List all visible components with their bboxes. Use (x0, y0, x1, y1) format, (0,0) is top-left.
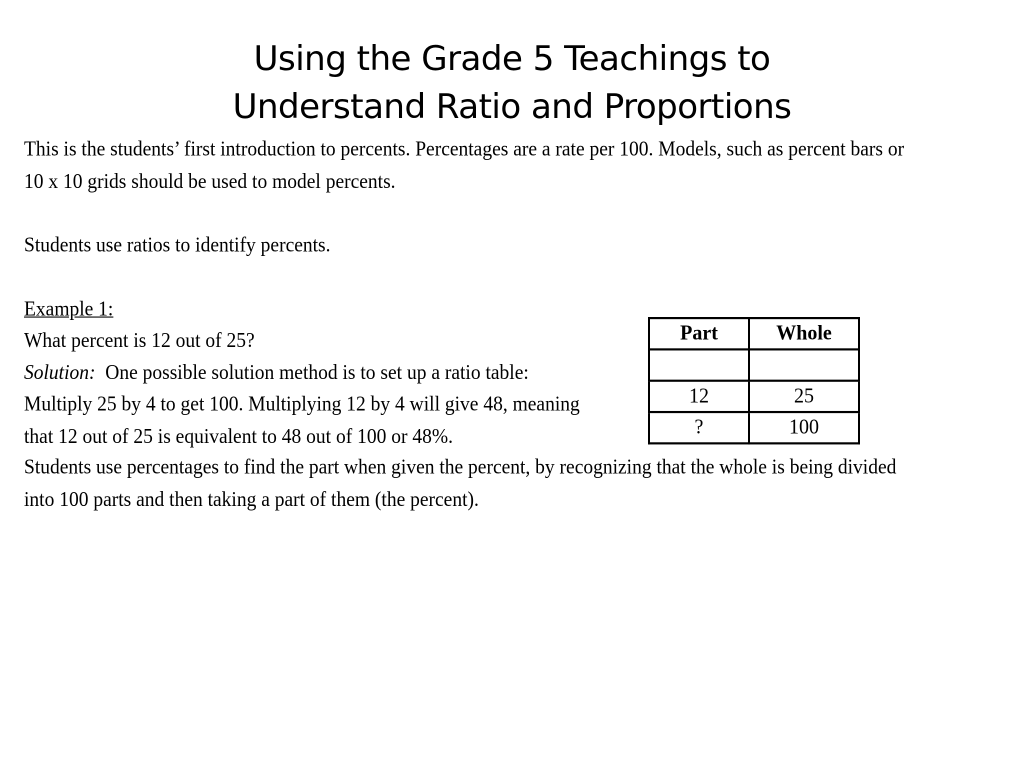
ratio-table-cell-part (649, 349, 749, 380)
paragraph-gap (24, 198, 984, 230)
ratio-table-header-part: Part (649, 318, 749, 349)
ratio-table-cell-part: ? (649, 412, 749, 443)
closing-paragraph (24, 452, 984, 516)
example-question: What percent is 12 out of 25? (24, 329, 255, 353)
ratios-paragraph: Students use ratios to identify percents. (24, 233, 331, 257)
explanation-line-2: that 12 out of 25 is equivalent to 48 out of 100 or 48%. (24, 425, 453, 448)
ratio-table-cell-whole (749, 349, 859, 380)
slide-title (0, 35, 1024, 131)
ratio-table-header-row (649, 318, 859, 349)
ratio-table (648, 317, 860, 444)
solution-text: One possible solution method is to set up a ratio table: (95, 361, 529, 385)
solution-label: Solution: (24, 361, 96, 385)
example-section (24, 293, 634, 452)
ratio-table-row (649, 412, 859, 443)
ratio-table-row (649, 381, 859, 412)
ratio-table-row (649, 349, 859, 380)
explanation-line-1: Multiply 25 by 4 to get 100. Multiplying 12 by 4 will give 48, meaning (24, 393, 580, 416)
intro-line-1: This is the students’ first introduction to percents. Percentages are a rate per 100. Models, such as percent bars or (24, 138, 905, 161)
slide-title-line-1: Using the Grade 5 Teachings to (253, 38, 771, 79)
ratio-table-cell-part: 12 (649, 381, 749, 412)
example-heading: Example 1: (24, 297, 114, 321)
intro-paragraph (24, 134, 984, 198)
example-solution (24, 357, 634, 389)
ratio-table-cell-whole: 100 (749, 412, 859, 443)
ratio-table-header-whole: Whole (749, 318, 859, 349)
closing-line-1: Students use percentages to find the part when given the percent, by recognizing that the whole is being divided (24, 456, 897, 479)
intro-line-2: 10 x 10 grids should be used to model percents. (24, 170, 396, 193)
closing-line-2: into 100 parts and then taking a part of them (the percent). (24, 488, 479, 511)
ratio-table-cell-whole: 25 (749, 381, 859, 412)
slide-title-line-2: Understand Ratio and Proportions (232, 86, 792, 127)
paragraph-gap (24, 261, 984, 293)
